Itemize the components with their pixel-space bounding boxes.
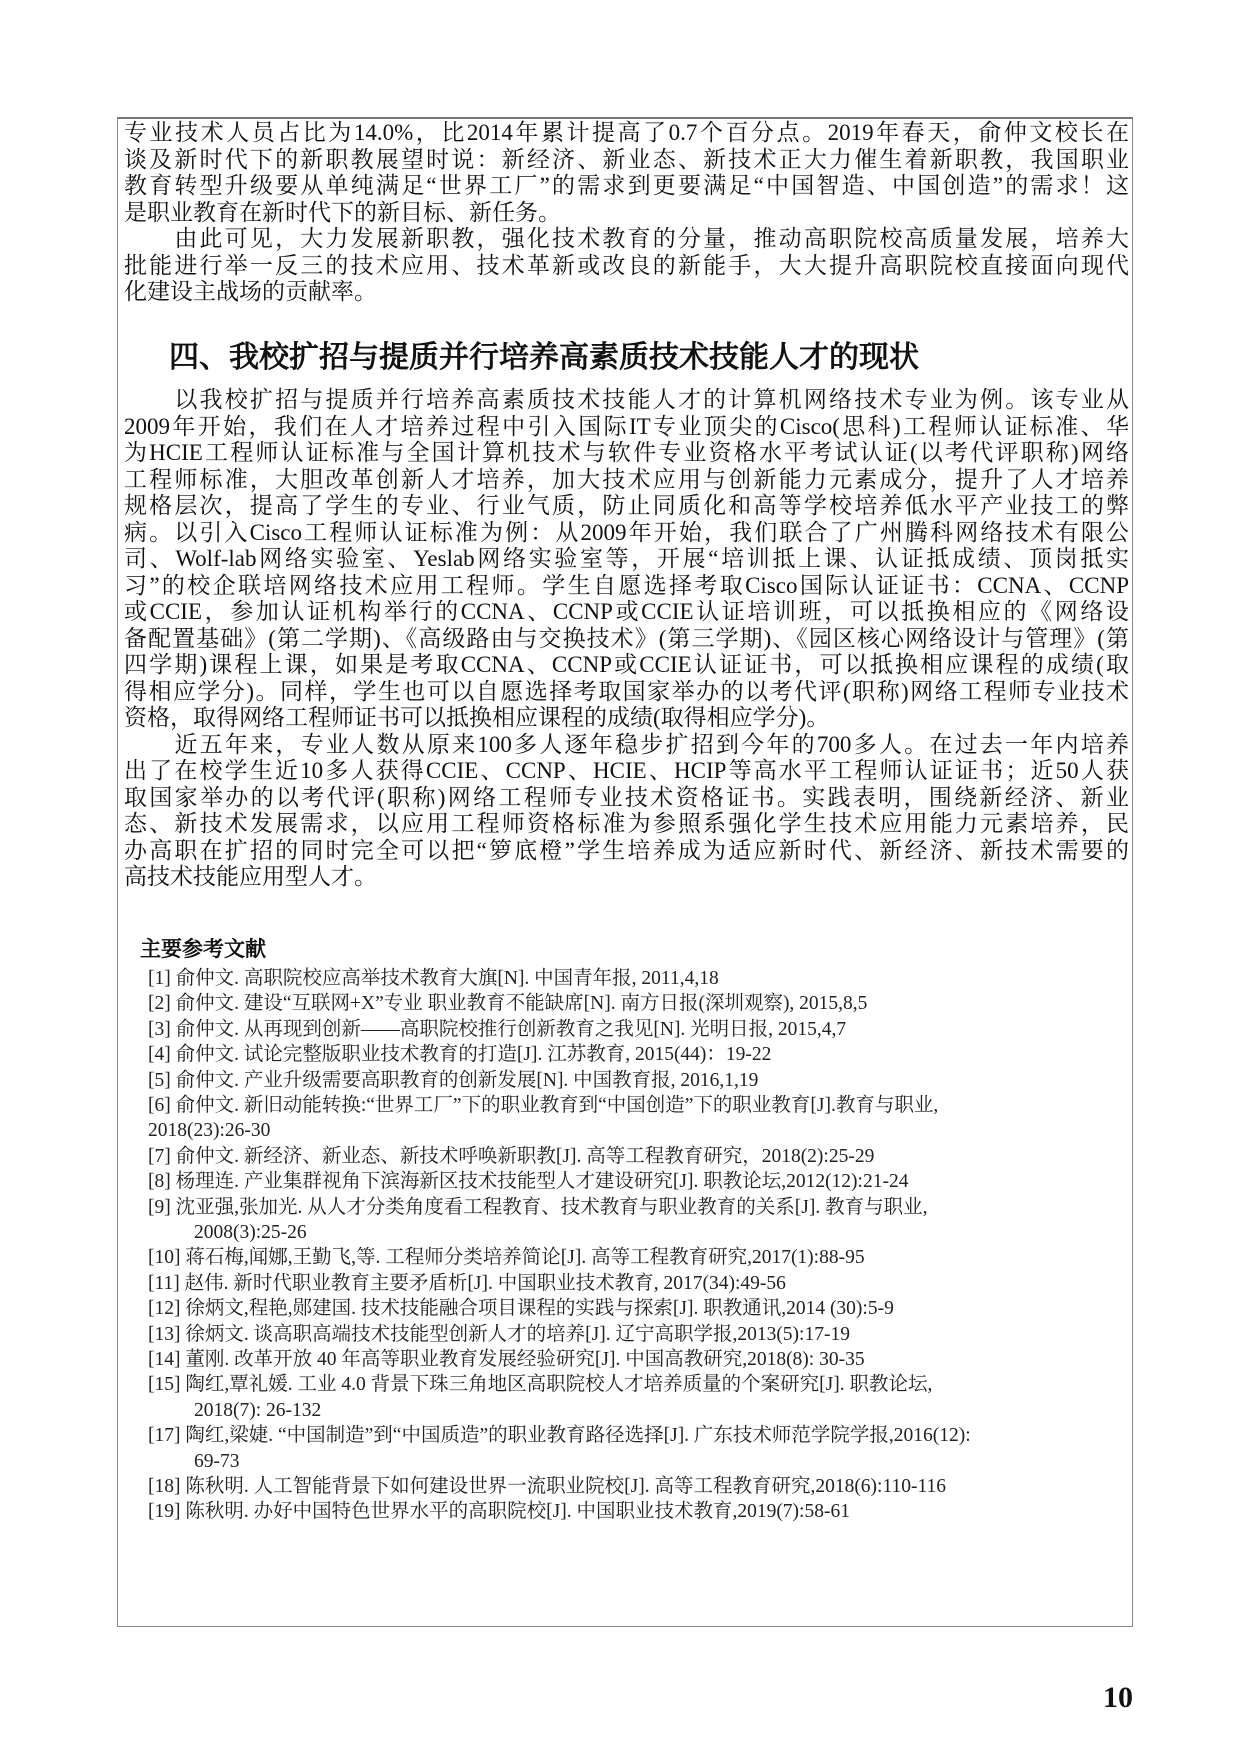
text-line: 或CCIE，参加认证机构举行的CCNA、CCNP或CCIE认证培训班，可以抵换相应的《网络设: [124, 599, 1129, 624]
reference-item: 2018(7): 26-132: [194, 1399, 322, 1421]
text-line: 谈及新时代下的新职教展望时说：新经济、新业态、新技术正大力催生着新职教，我国职业: [124, 146, 1129, 172]
text-line: 是职业教育在新时代下的新目标、新任务。: [124, 199, 561, 225]
reference-item: [5] 俞仲文. 产业升级需要高职教育的创新发展[N]. 中国教育报, 2016,1,19: [148, 1069, 759, 1091]
reference-item: [12] 徐炳文,程艳,郧建国. 技术技能融合项目课程的实践与探索[J]. 职教通讯,2014 (30):5-9: [148, 1298, 894, 1320]
reference-item: [15] 陶红,覃礼媛. 工业 4.0 背景下珠三角地区高职院校人才培养质量的个案研究[J]. 职教论坛,: [148, 1374, 933, 1396]
reference-item: [1] 俞仲文. 高职院校应高举技术教育大旗[N]. 中国青年报, 2011,4,18: [148, 968, 719, 989]
reference-item: [17] 陶红,梁婕. “中国制造”到“中国质造”的职业教育路径选择[J]. 广东技术师范学院学报,2016(12):: [148, 1425, 971, 1447]
text-line: 取国家举办的以考代评(职称)网络工程师专业技术资格证书。实践表明，围绕新经济、新业: [124, 784, 1129, 810]
text-line: 病。以引入Cisco工程师认证标准为例：从2009年开始，我们联合了广州腾科网络技术有限公: [124, 519, 1129, 545]
text-line: 近五年来，专业人数从原来100多人逐年稳步扩招到今年的700多人。在过去一年内培养: [124, 731, 1129, 757]
text-line: 高技术技能应用型人才。: [124, 864, 377, 889]
text-line: 2009年开始，我们在人才培养过程中引入国际IT专业顶尖的Cisco(思科)工程师认证标准、华: [124, 413, 1129, 439]
reference-item: [19] 陈秋明. 办好中国特色世界水平的高职院校[J]. 中国职业技术教育,2019(7):58-61: [148, 1501, 850, 1523]
text-line: 四学期)课程上课，如果是考取CCNA、CCNP或CCIE认证证书，可以抵换相应课程的成绩(取: [124, 652, 1129, 677]
text-line: 为HCIE工程师认证标准与全国计算机技术与软件专业资格水平考试认证(以考代评职称)网络: [124, 440, 1129, 465]
text-line: 规格层次，提高了学生的专业、行业气质，防止同质化和高等学校培养低水平产业技工的弊: [124, 493, 1129, 518]
text-line: 习”的校企联培网络技术应用工程师。学生自愿选择考取Cisco国际认证证书：CCNA、CCNP: [124, 572, 1129, 598]
reference-item: [10] 蒋石梅,闻娜,王勤飞,等. 工程师分类培养简论[J]. 高等工程教育研究,2017(1):88-95: [148, 1247, 865, 1269]
reference-item: [13] 徐炳文. 谈高职高端技术技能型创新人才的培养[J]. 辽宁高职学报,2013(5):17-19: [148, 1323, 850, 1345]
text-line: 批能进行举一反三的技术应用、技术革新或改良的新能手，大大提升高职院校直接面向现代: [124, 252, 1129, 278]
references-title: 主要参考文献: [140, 938, 266, 961]
text-line: 化建设主战场的贡献率。: [124, 279, 377, 304]
text-line: 以我校扩招与提质并行培养高素质技术技能人才的计算机网络技术专业为例。该专业从: [124, 387, 1129, 412]
reference-item: [3] 俞仲文. 从再现到创新——高职院校推行创新教育之我见[N]. 光明日报, 2015,4,7: [148, 1018, 847, 1040]
reference-item: 2008(3):25-26: [194, 1222, 307, 1243]
reference-item: [6] 俞仲文. 新旧动能转换:“世界工厂”下的职业教育到“中国创造”下的职业教育[J].教育与职业,: [148, 1095, 939, 1116]
page-number: 10: [1103, 1681, 1133, 1714]
reference-item: [4] 俞仲文. 试论完整版职业技术教育的打造[J]. 江苏教育, 2015(44)：19-22: [148, 1044, 772, 1066]
text-line: 备配置基础》(第二学期)、《高级路由与交换技术》(第三学期)、《园区核心网络设计与管理》(第: [124, 625, 1129, 651]
text-line: 专业技术人员占比为14.0%，比2014年累计提高了0.7个百分点。2019年春天，俞仲文校长在: [124, 120, 1129, 145]
reference-item: [9] 沈亚强,张加光. 从人才分类角度看工程教育、技术教育与职业教育的关系[J]. 教育与职业,: [148, 1196, 928, 1218]
reference-item: [8] 杨理连. 产业集群视角下滨海新区技术技能型人才建设研究[J]. 职教论坛,2012(12):21-24: [148, 1171, 909, 1193]
reference-item: 2018(23):26-30: [148, 1120, 271, 1142]
text-line: 资格，取得网络工程师证书可以抵换相应课程的成绩(取得相应学分)。: [124, 705, 830, 730]
text-line: 司、Wolf-lab网络实验室、Yeslab网络实验室等，开展“培训抵上课、认证抵成绩、顶岗抵实: [124, 546, 1129, 571]
text-line: 教育转型升级要从单纯满足“世界工厂”的需求到更要满足“中国智造、中国创造”的需求！这: [124, 173, 1129, 198]
reference-item: 69-73: [194, 1450, 240, 1472]
reference-item: [7] 俞仲文. 新经济、新业态、新技术呼唤新职教[J]. 高等工程教育研究，2018(2):25-29: [148, 1145, 875, 1167]
reference-item: [11] 赵伟. 新时代职业教育主要矛盾析[J]. 中国职业技术教育, 2017(34):49-56: [148, 1272, 786, 1294]
reference-item: [18] 陈秋明. 人工智能背景下如何建设世界一流职业院校[J]. 高等工程教育研究,2018(6):110-116: [148, 1476, 947, 1497]
text-line: 办高职在扩招的同时完全可以把“箩底橙”学生培养成为适应新时代、新经济、新技术需要的: [124, 837, 1129, 863]
reference-item: [14] 董刚. 改革开放 40 年高等职业教育发展经验研究[J]. 中国高教研究,2018(8): 30-35: [148, 1349, 865, 1370]
text-line: 出了在校学生近10多人获得CCIE、CCNP、HCIE、HCIP等高水平工程师认证证书；近50人获: [124, 758, 1129, 783]
section-heading: 四、我校扩招与提质并行培养高素质技术技能人才的现状: [169, 341, 919, 374]
text-line: 由此可见，大力发展新职教，强化技术教育的分量，推动高职院校高质量发展，培养大: [124, 226, 1129, 251]
text-line: 态、新技术发展需求，以应用工程师资格标准为参照系强化学生技术应用能力元素培养，民: [124, 811, 1129, 836]
reference-item: [2] 俞仲文. 建设“互联网+X”专业 职业教育不能缺席[N]. 南方日报(深圳观察), 2015,8,5: [148, 993, 868, 1015]
text-line: 得相应学分)。同样，学生也可以自愿选择考取国家举办的以考代评(职称)网络工程师专业技术: [124, 678, 1129, 704]
text-line: 工程师标准，大胆改革创新人才培养，加大技术应用与创新能力元素成分，提升了人才培养: [124, 466, 1129, 492]
